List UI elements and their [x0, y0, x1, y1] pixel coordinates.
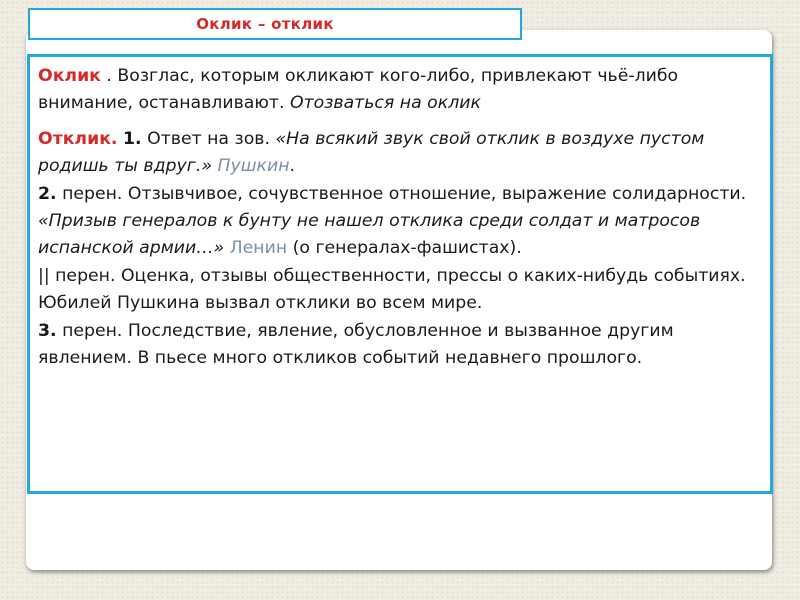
page-title: Оклик – отклик: [196, 15, 334, 33]
entry-term-otklik: Отклик.: [38, 128, 118, 149]
entry-term-oklik: Оклик: [38, 66, 101, 86]
entry-otklik: [38, 126, 762, 373]
dictionary-content: [27, 54, 773, 494]
quote-author-pushkin: Пушкин: [217, 156, 290, 177]
sense-note-2: (о генералах-фашистах).: [287, 238, 522, 259]
sense-text-3: перен. Последствие, явление, обусловленное и вызванное другим явлением. В пьесе много откликов событий недавнего прошлого.: [38, 320, 674, 369]
quote-author-lenin: Ленин: [229, 238, 288, 259]
sense-text-2b: || перен. Оценка, отзывы общественности, прессы о каких-нибудь событиях. Юбилей Пушкина вызвал отклики во всем мире.: [38, 265, 746, 314]
sense-text-1: Ответ на зов.: [141, 128, 276, 149]
sense-quote-1: «На всякий звук свой отклик в воздухе пустом родишь ты вдруг.»: [38, 128, 705, 177]
entry-oklik: [38, 63, 762, 118]
sense-number-1: 1.: [123, 128, 142, 149]
entry-example-oklik: Отозваться на оклик: [289, 93, 481, 114]
entry-definition-oklik: . Возглас, которым окликают кого-либо, привлекают чьё-либо внимание, останавливают.: [38, 66, 679, 114]
sense-number-3: 3.: [38, 320, 57, 341]
sense-end-1: .: [289, 156, 296, 177]
sense-number-2: 2.: [38, 183, 57, 204]
sense-text-2: перен. Отзывчивое, сочувственное отношение, выражение солидарности.: [56, 183, 747, 204]
title-box: [28, 8, 522, 40]
sense-quote-2: «Призыв генералов к бунту не нашел отклика среди солдат и матросов испанской армии…»: [38, 211, 701, 259]
